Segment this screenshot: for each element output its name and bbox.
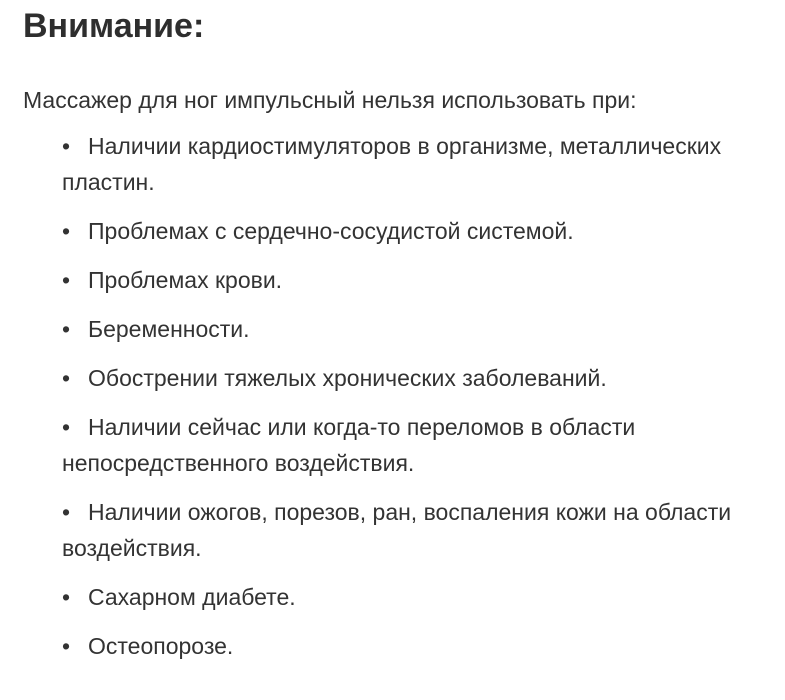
list-item-text: Наличии кардиостимуляторов в организме, металлических пластин. (62, 133, 722, 195)
list-item (62, 628, 742, 664)
list-item-text: Наличии сейчас или когда-то переломов в области непосредственного воздействия. (62, 414, 636, 476)
list-item (62, 128, 742, 200)
list-item (62, 311, 742, 347)
list-item-text: Беременности. (88, 316, 250, 342)
list-item-text: Обострении тяжелых хронических заболеваний. (88, 365, 607, 391)
list-item (62, 494, 742, 566)
list-item-text: Наличии ожогов, порезов, ран, воспаления кожи на области воздействия. (62, 499, 732, 561)
contraindications-list (23, 128, 785, 664)
bullet-icon: • (62, 218, 71, 244)
bullet-icon: • (62, 365, 71, 391)
bullet-icon: • (62, 267, 71, 293)
list-item (62, 409, 742, 481)
list-item (62, 579, 742, 615)
list-item (62, 213, 742, 249)
bullet-icon: • (62, 584, 71, 610)
bullet-icon: • (62, 133, 71, 159)
bullet-icon: • (62, 316, 71, 342)
intro-text: Массажер для ног импульсный нельзя использовать при: (23, 87, 637, 113)
list-item-text: Проблемах крови. (88, 267, 283, 293)
bullet-icon: • (62, 414, 71, 440)
list-item-text: Остеопорозе. (88, 633, 234, 659)
bullet-icon: • (62, 499, 71, 525)
list-item-text: Сахарном диабете. (88, 584, 296, 610)
bullet-icon: • (62, 633, 71, 659)
page-title: Внимание: (23, 7, 205, 45)
list-item-text: Проблемах с сердечно-сосудистой системой. (88, 218, 574, 244)
list-item (62, 360, 742, 396)
list-item (62, 262, 742, 298)
